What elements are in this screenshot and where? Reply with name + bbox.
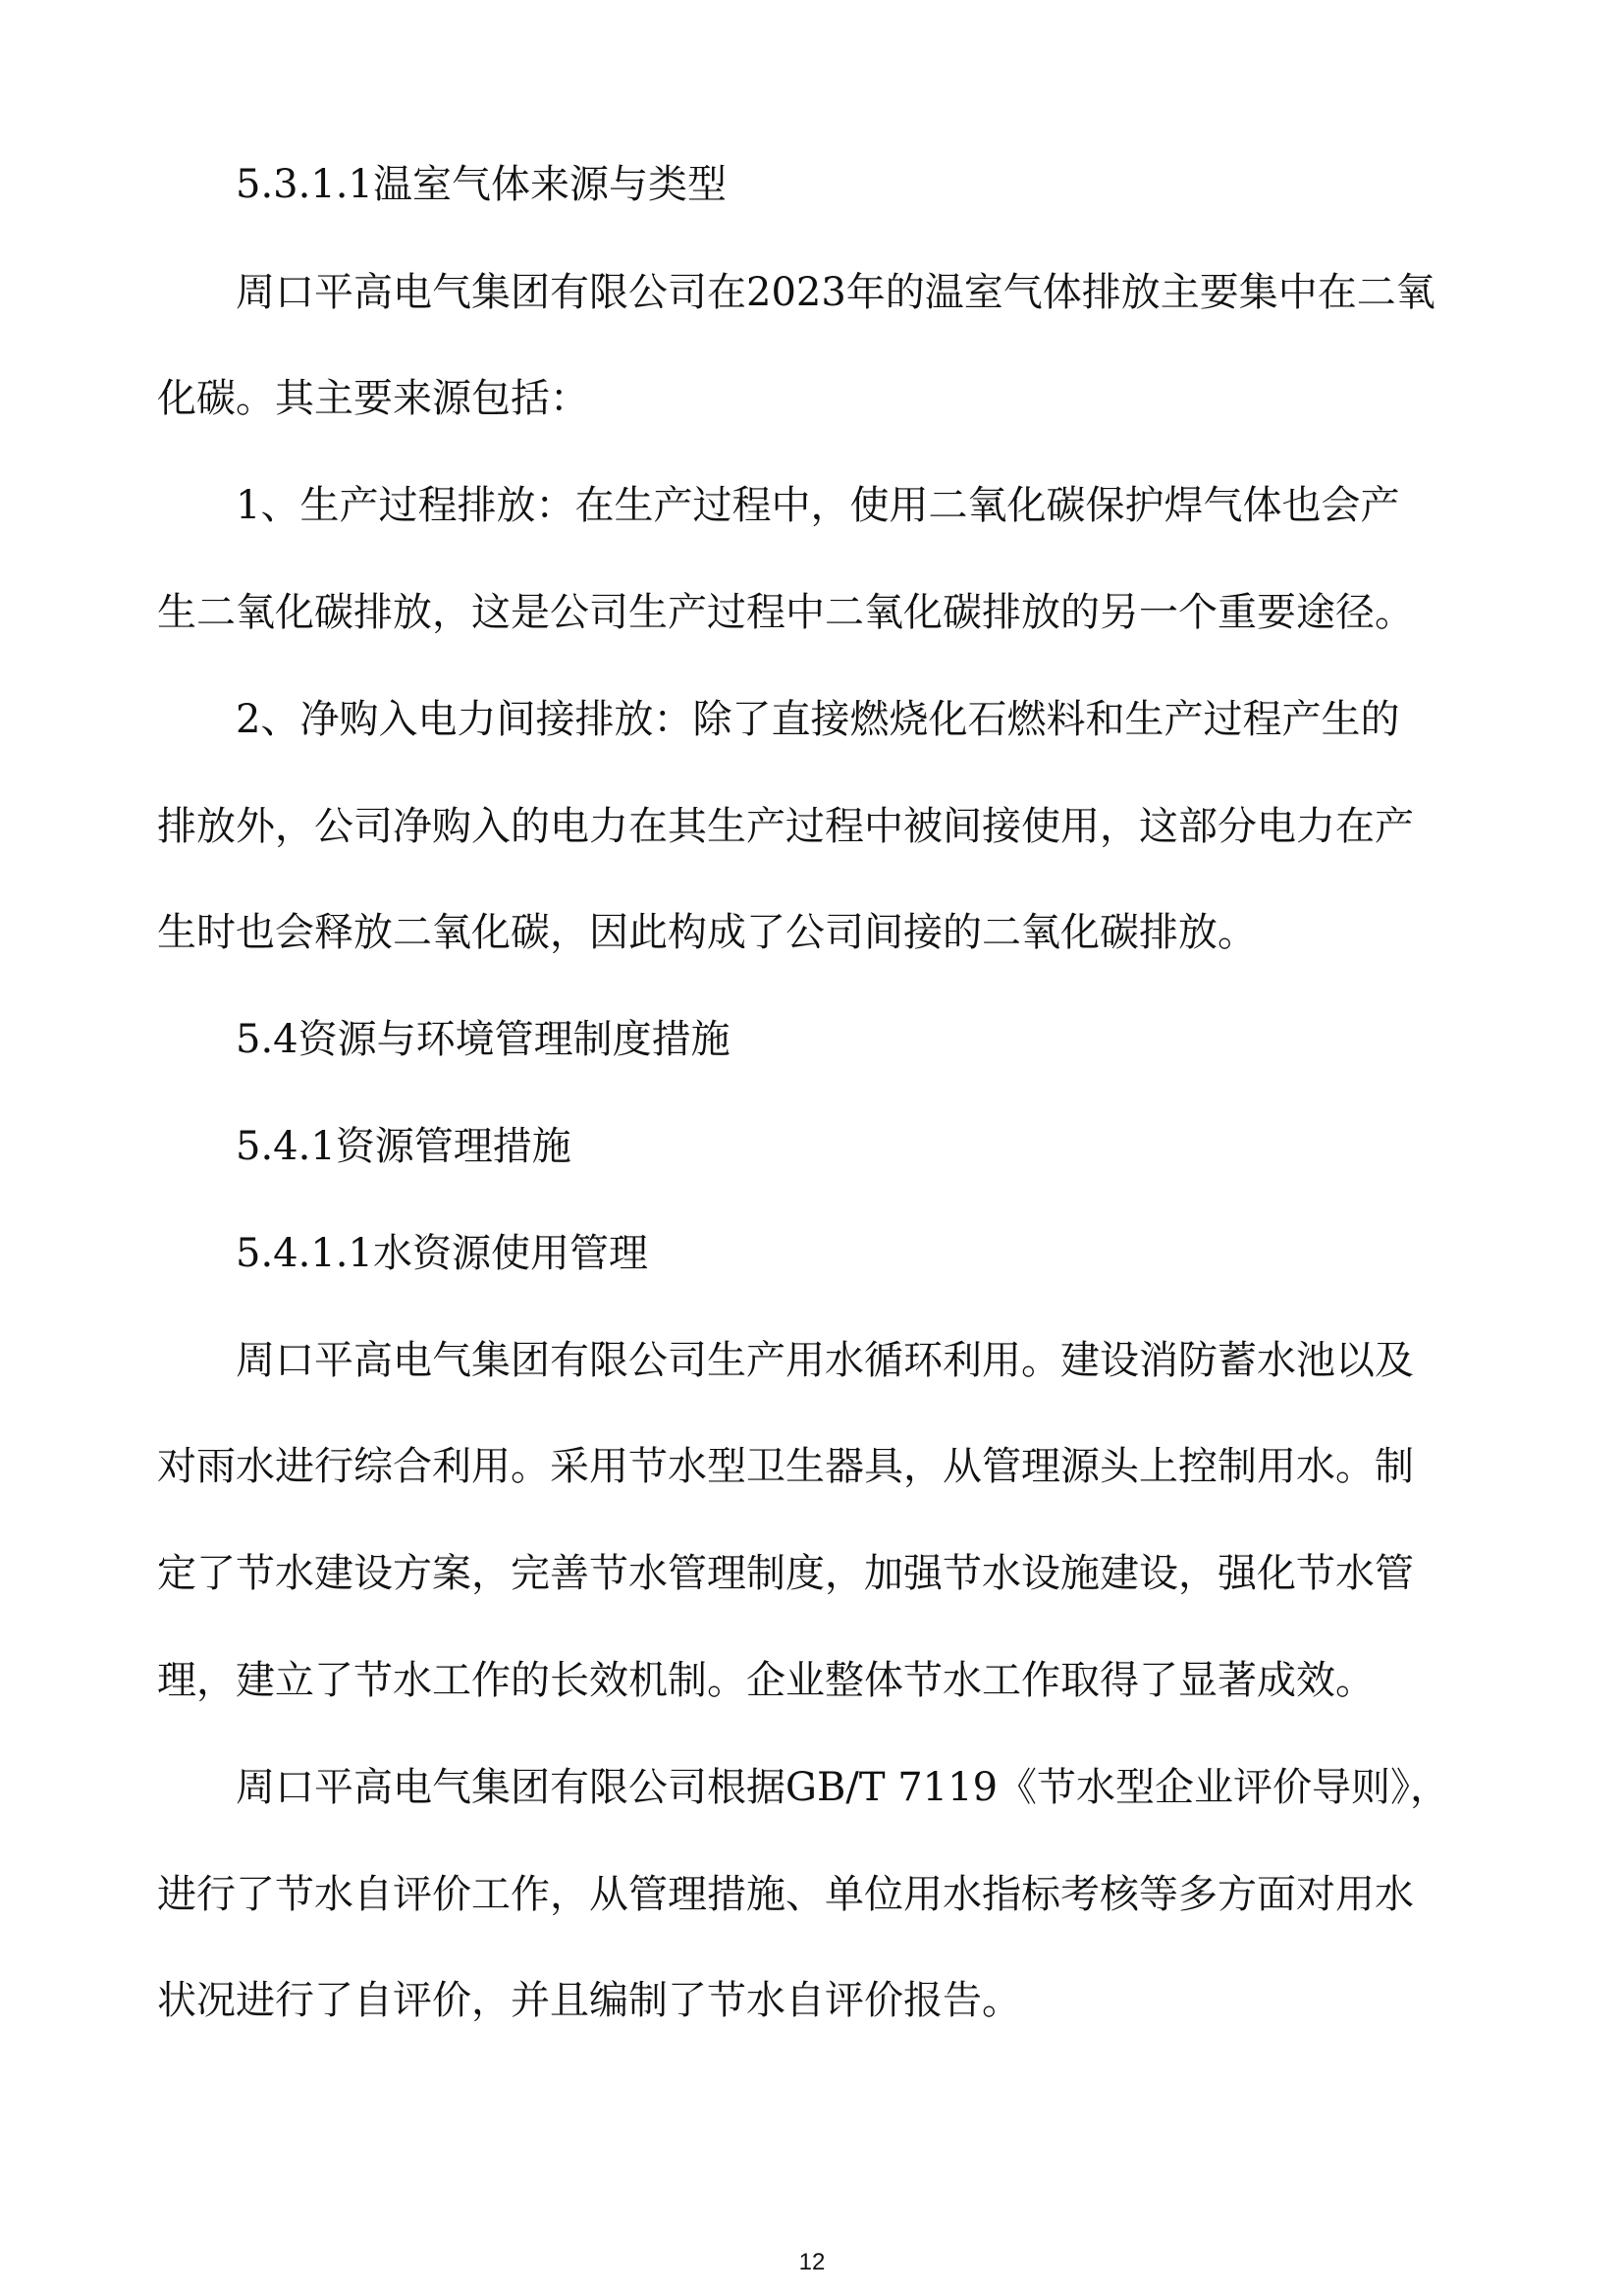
paragraph-line: 化碳。其主要来源包括：	[157, 376, 589, 421]
paragraph-line: 状况进行了自评价，并且编制了节水自评价报告。	[157, 1978, 1021, 2023]
paragraph-line: 2、净购入电力间接排放：除了直接燃烧化石燃料和生产过程产生的	[236, 697, 1400, 742]
paragraph-line: 周口平高电气集团有限公司生产用水循环利用。建设消防蓄水池以及	[236, 1338, 1414, 1383]
heading-5-4-1-1: 5.4.1.1水资源使用管理	[236, 1231, 648, 1276]
paragraph-line: 周口平高电气集团有限公司在2023年的温室气体排放主要集中在二氧	[236, 270, 1435, 315]
page-number: 12	[798, 2249, 826, 2275]
paragraph-line: 1、生产过程排放：在生产过程中，使用二氧化碳保护焊气体也会产	[236, 483, 1400, 528]
paragraph-line: 理，建立了节水工作的长效机制。企业整体节水工作取得了显著成效。	[157, 1658, 1375, 1703]
paragraph-line: 对雨水进行综合利用。采用节水型卫生器具，从管理源头上控制用水。制	[157, 1444, 1414, 1489]
paragraph-line: 进行了节水自评价工作，从管理措施、单位用水指标考核等多方面对用水	[157, 1872, 1414, 1917]
heading-5-4-1: 5.4.1资源管理措施	[236, 1124, 571, 1169]
paragraph-line: 生时也会释放二氧化碳，因此构成了公司间接的二氧化碳排放。	[157, 910, 1257, 955]
heading-5-4: 5.4资源与环境管理制度措施	[236, 1017, 731, 1062]
heading-5-3-1-1: 5.3.1.1温室气体来源与类型	[236, 162, 727, 207]
paragraph-line: 排放外，公司净购入的电力在其生产过程中被间接使用，这部分电力在产	[157, 804, 1414, 849]
paragraph-line: 周口平高电气集团有限公司根据GB/T 7119《节水型企业评价导则》，	[236, 1765, 1450, 1810]
paragraph-line: 生二氧化碳排放，这是公司生产过程中二氧化碳排放的另一个重要途径。	[157, 590, 1414, 635]
paragraph-line: 定了节水建设方案，完善节水管理制度，加强节水设施建设，强化节水管	[157, 1551, 1414, 1596]
